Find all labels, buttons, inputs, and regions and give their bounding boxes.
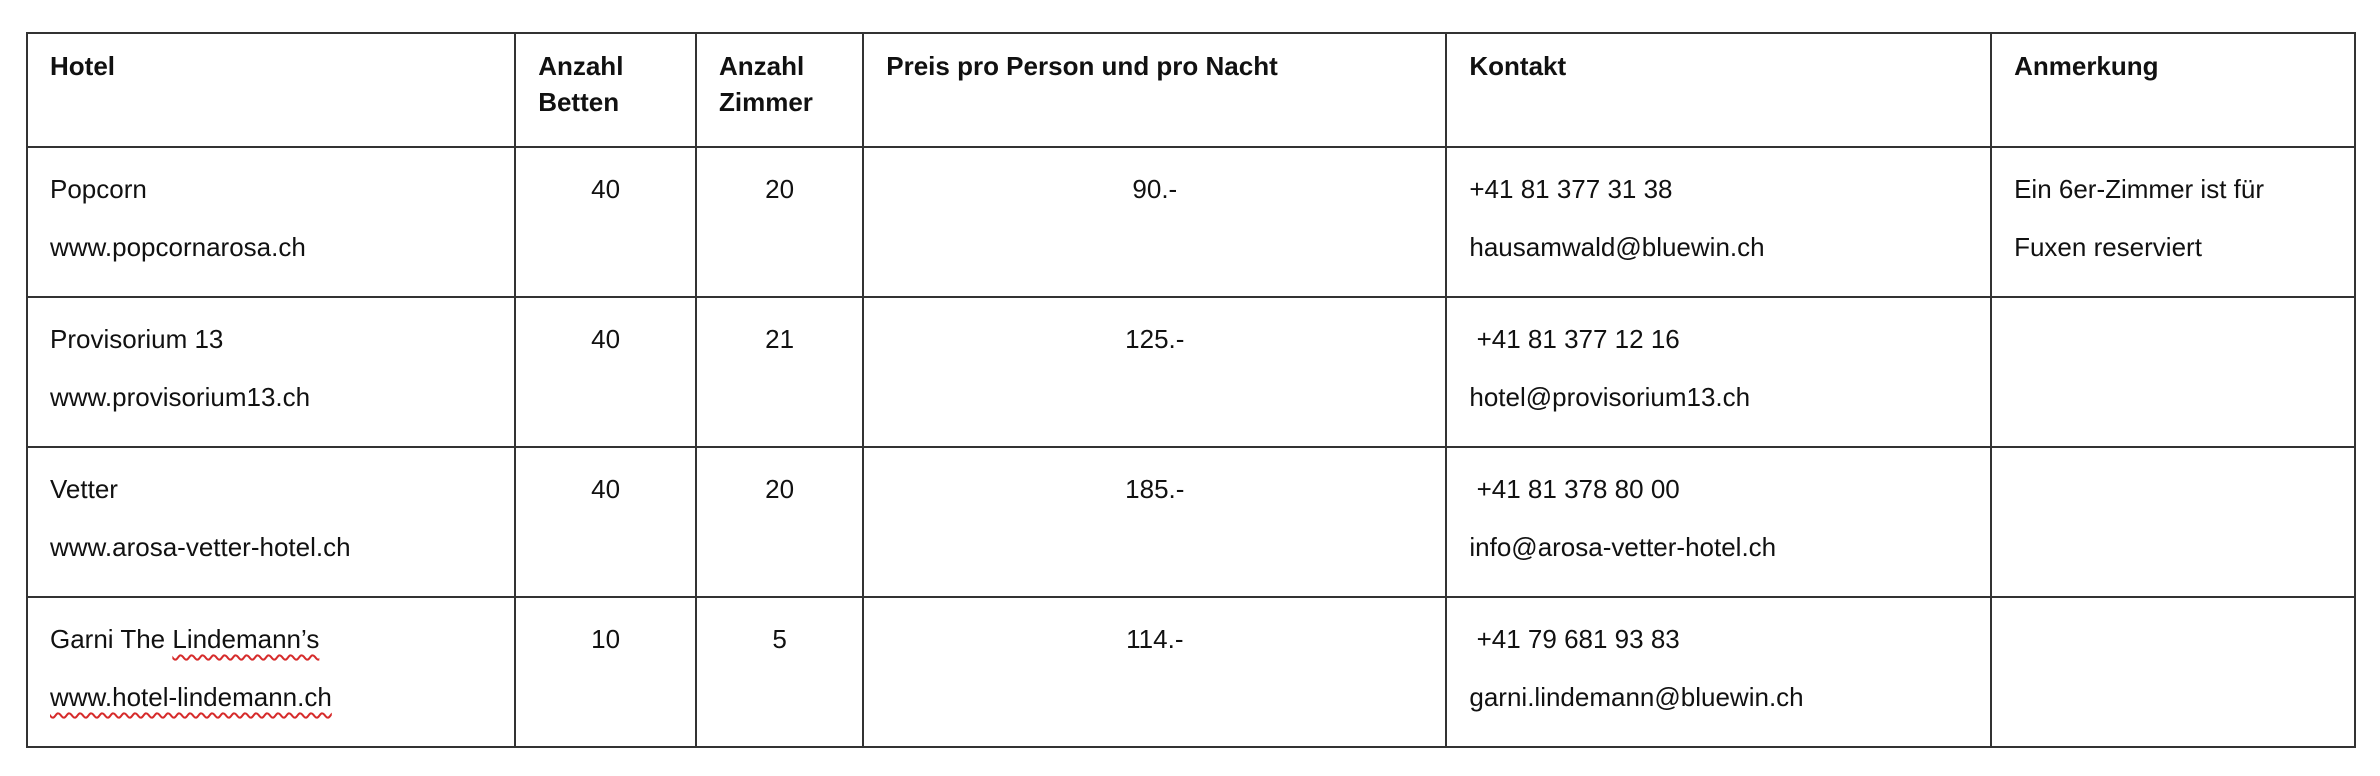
kontakt-email: garni.lindemann@bluewin.ch xyxy=(1469,682,1804,712)
zimmer-cell: 21 xyxy=(696,297,863,447)
kontakt-phone: +41 81 377 12 16 xyxy=(1469,324,1680,354)
preis-cell: 185.- xyxy=(863,447,1446,597)
kontakt-email: info@arosa-vetter-hotel.ch xyxy=(1469,532,1777,562)
kontakt-cell xyxy=(1446,147,1991,297)
zimmer-cell: 20 xyxy=(696,447,863,597)
preis-cell: 90.- xyxy=(863,147,1446,297)
header-anzahl-betten: Anzahl Betten xyxy=(515,33,696,147)
table-row xyxy=(27,447,2355,597)
betten-cell: 40 xyxy=(515,147,696,297)
hotel-website: www.popcornarosa.ch xyxy=(50,232,306,262)
anmerkung-cell xyxy=(1991,297,2355,447)
table-row xyxy=(27,597,2355,747)
kontakt-phone: +41 81 377 31 38 xyxy=(1469,174,1673,204)
hotel-name: Popcorn xyxy=(50,174,147,204)
header-kontakt: Kontakt xyxy=(1446,33,1991,147)
anmerkung-cell xyxy=(1991,147,2355,297)
hotel-cell xyxy=(27,447,515,597)
hotel-cell xyxy=(27,597,515,747)
spellcheck-underlined-word: Lindemann’s xyxy=(172,624,320,654)
header-anzahl-zimmer: Anzahl Zimmer xyxy=(696,33,863,147)
hotel-name: Vetter xyxy=(50,474,118,504)
betten-cell: 40 xyxy=(515,297,696,447)
kontakt-email: hausamwald@bluewin.ch xyxy=(1469,232,1765,262)
zimmer-cell: 5 xyxy=(696,597,863,747)
preis-cell: 114.- xyxy=(863,597,1446,747)
table-row xyxy=(27,297,2355,447)
hotel-table xyxy=(26,32,2356,748)
anmerkung-cell xyxy=(1991,447,2355,597)
table-header-row xyxy=(27,33,2355,147)
kontakt-cell xyxy=(1446,297,1991,447)
kontakt-phone: +41 81 378 80 00 xyxy=(1469,474,1680,504)
kontakt-cell xyxy=(1446,597,1991,747)
hotel-cell xyxy=(27,147,515,297)
table-row xyxy=(27,147,2355,297)
header-hotel: Hotel xyxy=(27,33,515,147)
betten-cell: 10 xyxy=(515,597,696,747)
anmerkung-cell xyxy=(1991,597,2355,747)
kontakt-email: hotel@provisorium13.ch xyxy=(1469,382,1751,412)
kontakt-phone: +41 79 681 93 83 xyxy=(1469,624,1680,654)
hotel-cell xyxy=(27,297,515,447)
preis-cell: 125.- xyxy=(863,297,1446,447)
hotel-website: www.provisorium13.ch xyxy=(50,382,311,412)
betten-cell: 40 xyxy=(515,447,696,597)
hotel-name: Garni The Lindemann’s xyxy=(50,624,320,654)
anmerkung-line: Fuxen reserviert xyxy=(2014,232,2202,262)
header-anmerkung: Anmerkung xyxy=(1991,33,2355,147)
hotel-name: Provisorium 13 xyxy=(50,324,224,354)
hotel-website: www.hotel-lindemann.ch xyxy=(50,682,332,712)
hotel-website: www.arosa-vetter-hotel.ch xyxy=(50,532,351,562)
zimmer-cell: 20 xyxy=(696,147,863,297)
kontakt-cell xyxy=(1446,447,1991,597)
anmerkung-line: Ein 6er-Zimmer ist für xyxy=(2014,174,2264,204)
header-preis: Preis pro Person und pro Nacht xyxy=(863,33,1446,147)
